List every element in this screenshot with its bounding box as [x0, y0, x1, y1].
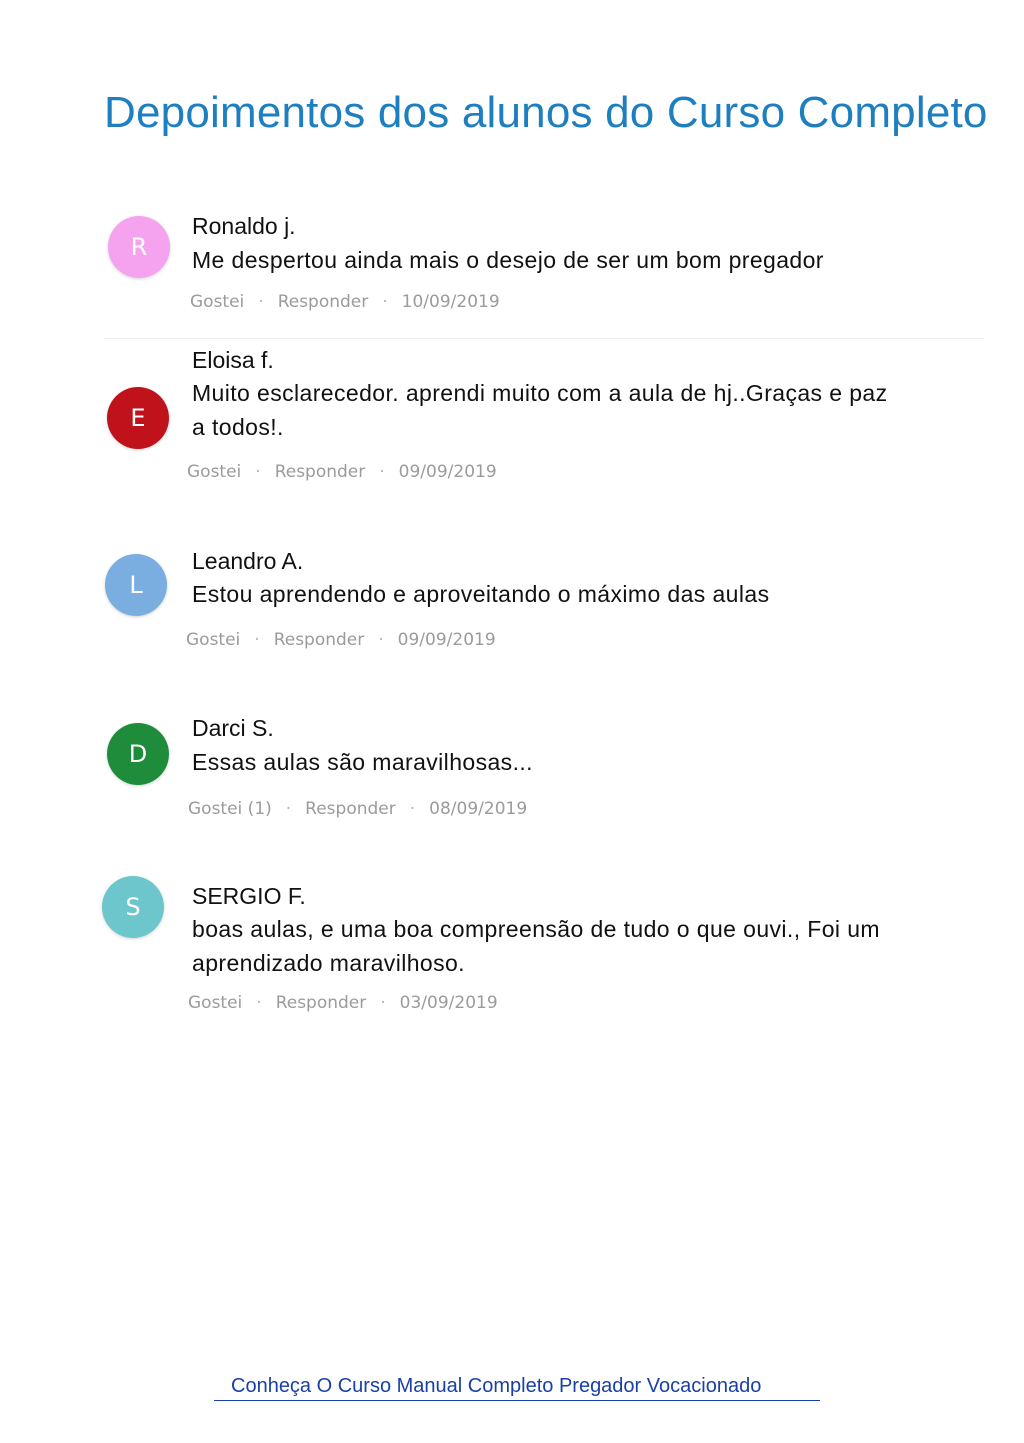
reply-button[interactable]: Responder	[275, 993, 367, 1013]
separator-dot: ·	[382, 292, 388, 312]
comment-date: 09/09/2019	[397, 630, 496, 650]
reply-button[interactable]: Responder	[305, 799, 396, 819]
like-button[interactable]: Gostei	[187, 462, 242, 482]
like-button[interactable]: Gostei	[190, 292, 245, 312]
separator-dot: ·	[258, 292, 264, 312]
comment-date: 08/09/2019	[429, 799, 528, 819]
comment-author: Eloisa f.	[192, 347, 274, 373]
comment-author: Leandro A.	[192, 548, 304, 574]
comment-text: boas aulas, e uma boa compreensão de tudo o que ouvi., Foi um aprendizado maravilhoso.	[192, 916, 880, 976]
like-button[interactable]: Gostei (1)	[188, 799, 272, 819]
separator-dot: ·	[409, 799, 416, 819]
comment-text: Essas aulas são maravilhosas...	[192, 749, 533, 775]
comment-author: SERGIO F.	[192, 883, 306, 909]
avatar: L	[105, 554, 167, 616]
divider	[104, 338, 984, 339]
avatar: D	[107, 723, 169, 785]
avatar: E	[107, 387, 169, 449]
comment-text: Me despertou ainda mais o desejo de ser um bom pregador	[192, 247, 824, 273]
comment-actions	[188, 993, 498, 1013]
separator-dot: ·	[378, 630, 384, 650]
comment-text: Estou aprendendo e aproveitando o máximo das aulas	[192, 581, 770, 607]
comment-date: 03/09/2019	[399, 993, 498, 1013]
comment-author: Ronaldo j.	[192, 213, 296, 239]
comment-actions	[190, 292, 500, 312]
like-button[interactable]: Gostei	[188, 993, 243, 1013]
separator-dot: ·	[285, 799, 292, 819]
page-title: Depoimentos dos alunos do Curso Completo	[104, 88, 988, 137]
course-link[interactable]: Conheça O Curso Manual Completo Pregador Vocacionado	[214, 1372, 820, 1401]
separator-dot: ·	[254, 630, 260, 650]
comment-text: Muito esclarecedor. aprendi muito com a aula de hj..Graças e paz a todos!.	[192, 380, 888, 440]
separator-dot: ·	[380, 993, 386, 1013]
avatar: R	[108, 216, 170, 278]
avatar: S	[102, 876, 164, 938]
comment-author: Darci S.	[192, 715, 274, 741]
reply-button[interactable]: Responder	[274, 462, 366, 482]
separator-dot: ·	[379, 462, 385, 482]
reply-button[interactable]: Responder	[277, 292, 369, 312]
like-button[interactable]: Gostei	[186, 630, 241, 650]
comment-actions	[187, 462, 497, 482]
separator-dot: ·	[255, 462, 261, 482]
comment-actions	[188, 799, 527, 819]
separator-dot: ·	[256, 993, 262, 1013]
comment-date: 09/09/2019	[398, 462, 497, 482]
comment-date: 10/09/2019	[401, 292, 500, 312]
reply-button[interactable]: Responder	[273, 630, 365, 650]
comment-actions	[186, 630, 496, 650]
